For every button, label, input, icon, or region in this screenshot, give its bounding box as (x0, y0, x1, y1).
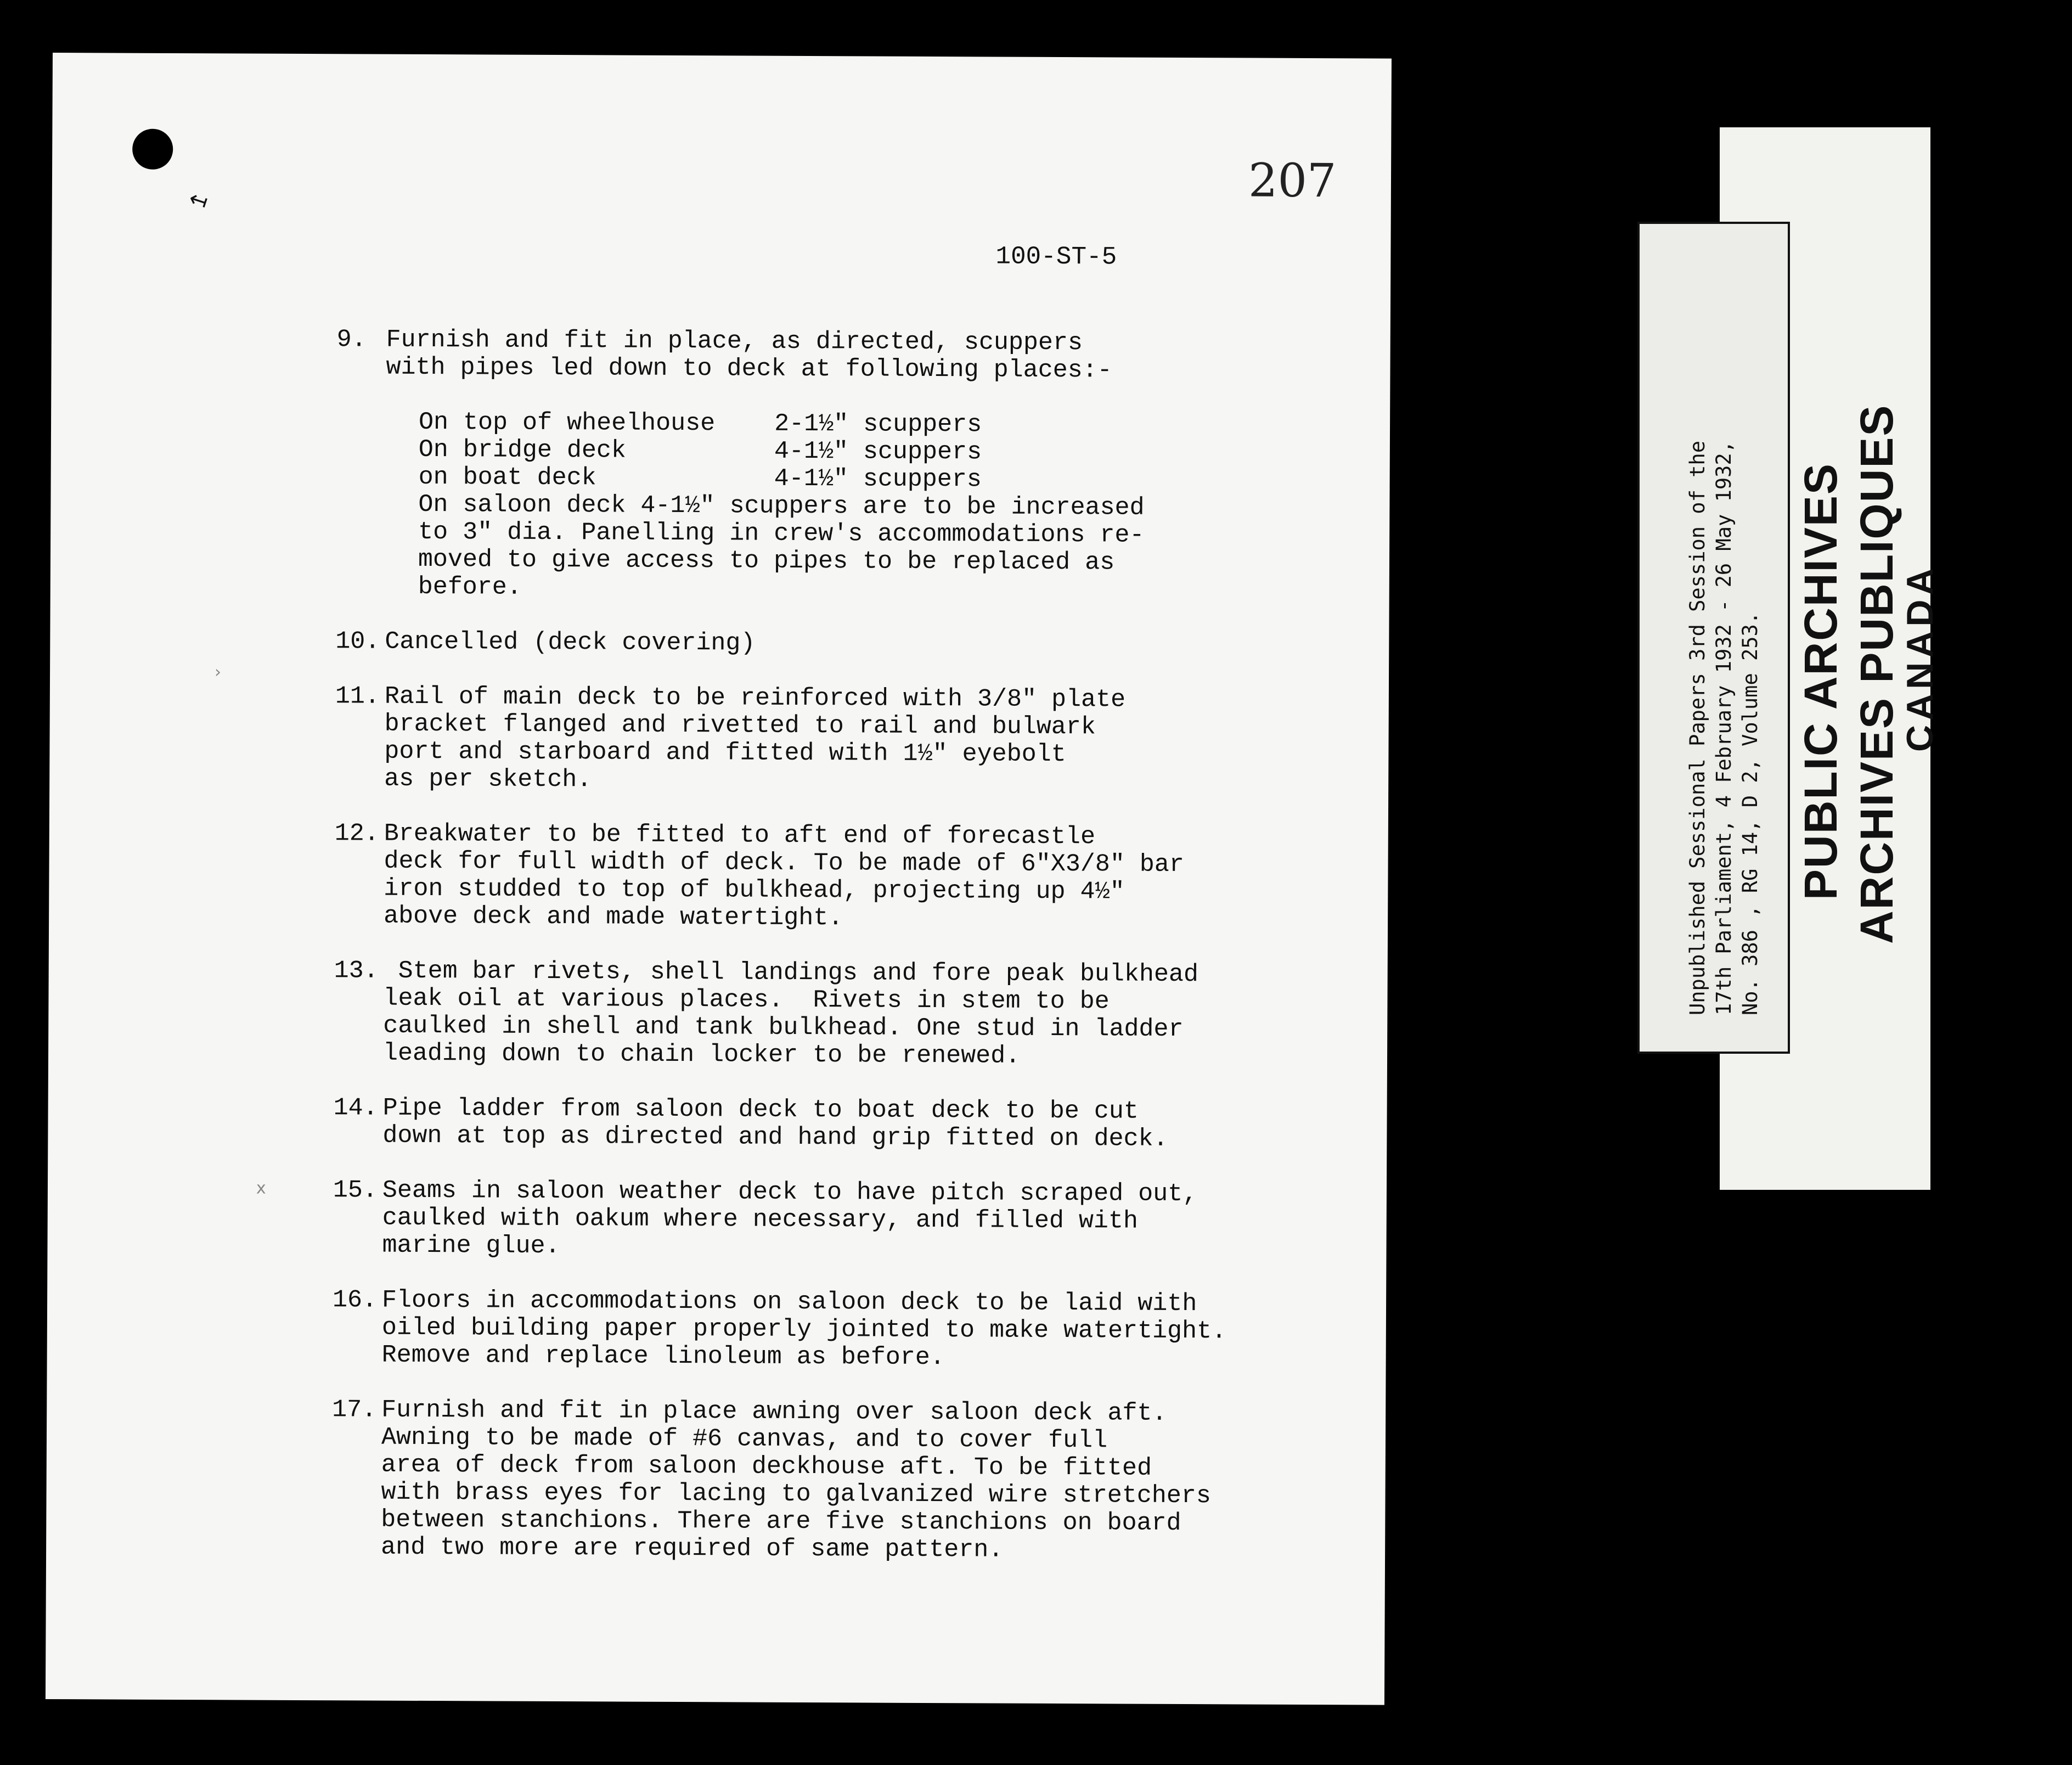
text-line: port and starboard and fitted with 1½" eyebolt (384, 737, 1066, 769)
text-line: with pipes led down to deck at following places:- (386, 353, 1112, 385)
text-line: on boat deck 4-1½" scuppers (418, 463, 982, 494)
text-line: moved to give access to pipes to be replaced as (418, 545, 1115, 577)
item-number: 14. (333, 1094, 378, 1122)
text-line: Floors in accommodations on saloon deck to be laid with (381, 1286, 1197, 1318)
document-page (46, 53, 1392, 1705)
list-item (334, 820, 1377, 934)
text-line: Seams in saloon weather deck to have pitch scraped out, (382, 1176, 1198, 1208)
margin-mark: › (215, 662, 222, 682)
text-line: Rail of main deck to be reinforced with 3/8" plate (384, 682, 1126, 714)
text-line: and two more are required of same pattern. (381, 1533, 1004, 1564)
text-line: above deck and made watertight. (384, 902, 843, 932)
item-number: 9. (336, 325, 381, 354)
item-number: 15. (333, 1176, 378, 1205)
text-line: deck for full width of deck. To be made of 6"X3/8" bar (384, 847, 1184, 879)
citation-line: 17th Parliament, 4 February 1932 - 26 May 1932, (1712, 441, 1736, 1015)
archive-name-french: ARCHIVES PUBLIQUES (1851, 404, 1902, 944)
text-line: to 3" dia. Panelling in crew's accommodations re- (418, 518, 1145, 549)
citation-line: No. 386 , RG 14, D 2, Volume 253. (1738, 611, 1762, 1015)
text-line: Breakwater to be fitted to aft end of forecastle (384, 819, 1096, 851)
text-line: Remove and replace linoleum as before. (381, 1341, 945, 1372)
scupper-schedule (418, 409, 1380, 605)
archive-name-english: PUBLIC ARCHIVES (1795, 463, 1846, 900)
text-line: oiled building paper properly jointed to make watertight. (381, 1313, 1227, 1346)
text-line: Furnish and fit in place awning over saloon deck aft. (381, 1396, 1167, 1427)
text-line: with brass eyes for lacing to galvanized wire stretchers (381, 1478, 1211, 1510)
item-number: 17. (332, 1396, 377, 1424)
list-item (335, 628, 1378, 660)
item-number: 11. (335, 682, 380, 711)
citation-line: Unpublished Sessional Papers 3rd Session of the (1686, 441, 1709, 1015)
text-line: leak oil at various places. Rivets in stem to be (383, 984, 1110, 1016)
text-line: On bridge deck 4-1½" scuppers (418, 435, 982, 466)
text-line: caulked with oakum where necessary, and filled with (382, 1204, 1139, 1235)
text-line: marine glue. (382, 1231, 560, 1261)
text-line: as per sketch. (384, 765, 592, 794)
text-line: On top of wheelhouse 2-1½" scuppers (418, 408, 982, 439)
text-line: Stem bar rivets, shell landings and fore peak bulkhead (383, 957, 1199, 989)
list-item (335, 683, 1378, 797)
list-item (334, 957, 1377, 1071)
text-line: iron studded to top of bulkhead, projecting up 4½" (384, 874, 1125, 906)
item-text (383, 958, 1377, 1072)
text-line: Pipe ladder from saloon deck to boat deck to be cut (382, 1094, 1139, 1126)
item-text (385, 628, 1378, 660)
text-line: Awning to be made of #6 canvas, and to cover full (381, 1423, 1108, 1455)
text-line: between stanchions. There are five stanchions on board (381, 1505, 1181, 1537)
text-line: area of deck from saloon deckhouse aft. To be fitted (381, 1451, 1152, 1482)
corner-pencil-mark: ↤ (185, 186, 211, 216)
punch-hole (132, 129, 173, 170)
text-line: On saloon deck 4-1½" scuppers are to be increased (418, 490, 1145, 522)
text-line: caulked in shell and tank bulkhead. One stud in ladder (383, 1011, 1184, 1044)
item-text (382, 1095, 1376, 1154)
text-line: Cancelled (deck covering) (385, 627, 756, 657)
numbered-item-list (331, 326, 1380, 1593)
list-item (336, 326, 1380, 605)
item-number: 16. (332, 1286, 378, 1314)
item-text (385, 327, 1380, 605)
item-text (382, 1287, 1376, 1374)
list-item (333, 1286, 1376, 1373)
list-item (333, 1177, 1376, 1263)
item-text (384, 683, 1378, 797)
margin-mark: x (256, 1178, 266, 1198)
item-text (381, 1397, 1375, 1566)
item-number: 13. (334, 957, 379, 985)
text-line: leading down to chain locker to be renewed. (382, 1039, 1021, 1070)
list-item (333, 1094, 1376, 1154)
item-text (382, 1177, 1376, 1264)
text-line: down at top as directed and hand grip fitted on deck. (382, 1121, 1168, 1153)
archive-citation (1685, 441, 1764, 1015)
item-number: 12. (334, 819, 379, 848)
archive-country: CANADA (1899, 564, 1941, 752)
text-line: before. (418, 572, 522, 602)
list-item (331, 1396, 1375, 1565)
page-number: 207 (1248, 153, 1337, 208)
item-number: 10. (335, 627, 380, 656)
item-text (384, 820, 1377, 935)
reference-code: 100-ST-5 (995, 242, 1117, 272)
text-line: bracket flanged and rivetted to rail and bulwark (384, 710, 1096, 741)
text-line: Furnish and fit in place, as directed, scuppers (386, 325, 1083, 357)
